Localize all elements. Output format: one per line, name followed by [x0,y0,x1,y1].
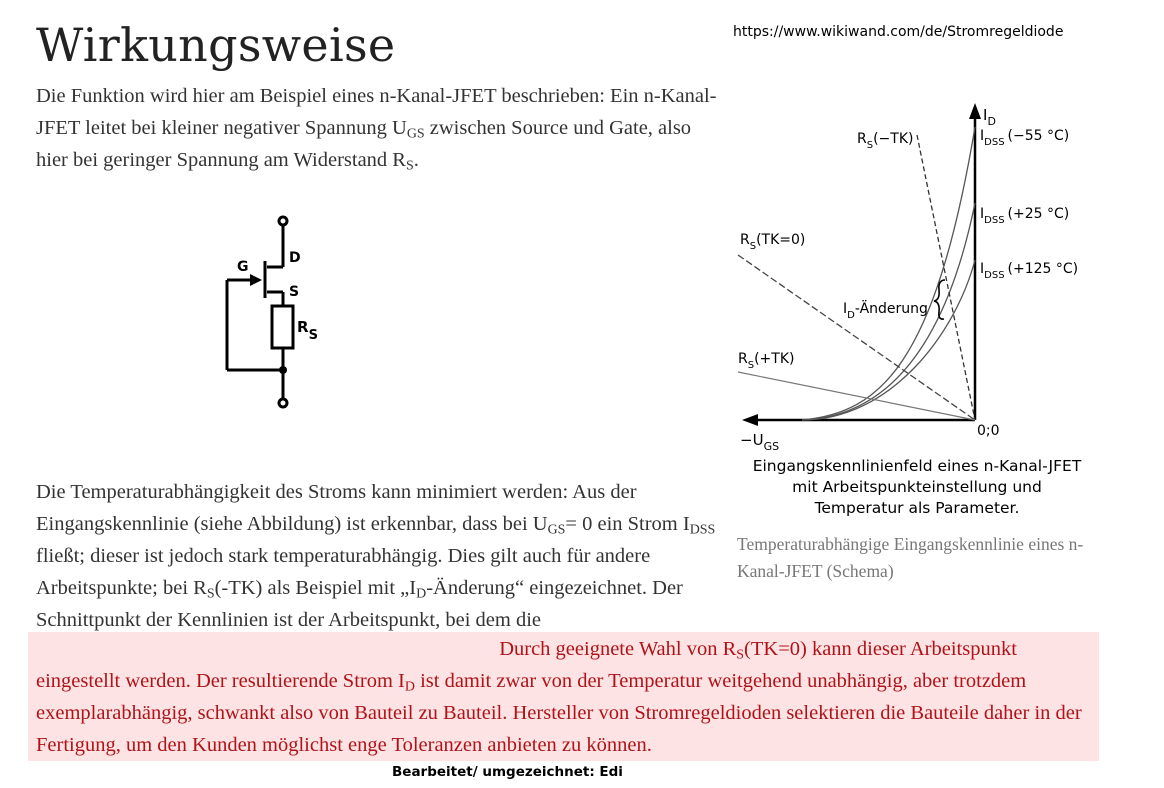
x-axis-label: $-U_{GS}$ [740,431,780,453]
source-url[interactable]: https://www.wikiwand.com/de/Stromregeldiode [733,24,1064,40]
curve-label-plus-125: $I_{DSS}$ (+125 °C) [980,261,1079,281]
rs-plus-tk-label: $R_S(+TK)$ [738,351,795,371]
origin-label: 0;0 [977,423,1000,439]
source-label: S [289,284,300,300]
drain-label: D [289,250,301,266]
id-change-label: $I_D$-Änderung [843,301,928,321]
jfet-circuit-diagram [210,210,330,420]
paragraph-highlighted: Durch geeignete Wahl von $R_S(TK=0)$ kann dieser Arbeitspunkt eingestellt werden. Der resultierende Strom $I_D$ ist damit zwar von der Temperatur weitgehend unabhängig, aber trotzdem exemplarabhängig, schwankt also von Bauteil zu Bauteil. Hersteller von Stromregeldioden selektieren die Bauteile daher in der Fertigung, um den Kunden möglichst enge Toleranzen anbieten zu können. [36,638,1082,756]
id-change-brace [934,280,945,319]
curve-label-plus-25: $I_{DSS}$ (+25 °C) [980,206,1070,226]
figure-caption: Temperaturabhängige Eingangskennlinie eines n-Kanal-JFET (Schema) [737,534,1084,581]
curve-minus-55 [802,127,975,420]
edit-credit: Bearbeitet/ umgezeichnet: Edi [392,764,623,780]
paragraph-temperature: Die Temperaturabhängigkeit des Stroms kann minimiert werden: Aus der Eingangskennlinie (siehe Abbildung) ist erkennbar, dass bei $U_{GS}= 0$ ein Strom $I_{DSS}$ fließt; dieser ist jedoch stark temperaturabhängig. Dies gilt auch für andere Arbeitspunkte; bei $R_S(-TK)$ als Beispiel mit $„I_D-Änderung“$ eingezeichnet. Der Schnittpunkt der Kennlinien ist der Arbeitspunkt, bei dem die [36,481,716,631]
input-characteristic-graph [730,95,1100,460]
resistor-label: RS [297,318,318,343]
rs-tk0-label: $R_S(TK=0)$ [740,232,806,252]
load-line-rs-minus-tk [917,135,975,420]
page-title: Wirkungsweise [36,18,396,72]
paragraph-intro: Die Funktion wird hier am Beispiel eines n-Kanal-JFET beschrieben: Ein n-Kanal-JFET leitet bei kleiner negativer Spannung $U_{GS}$ zwischen Source und Gate, also hier bei geringer Spannung am Widerstand $R_S$. [36,85,717,174]
gate-label: G [237,259,249,275]
curve-label-minus-55: $I_{DSS}$ (−55 °C) [980,128,1070,148]
curve-plus-125 [802,260,975,420]
graph-caption: Eingangskennlinienfeld eines n-Kanal-JFET mit Arbeitspunkteinstellung und Temperatur als Parameter. [752,457,1082,517]
y-axis-label: $I_D$ [983,106,996,128]
rs-minus-tk-label: $R_S(-TK)$ [857,131,914,151]
